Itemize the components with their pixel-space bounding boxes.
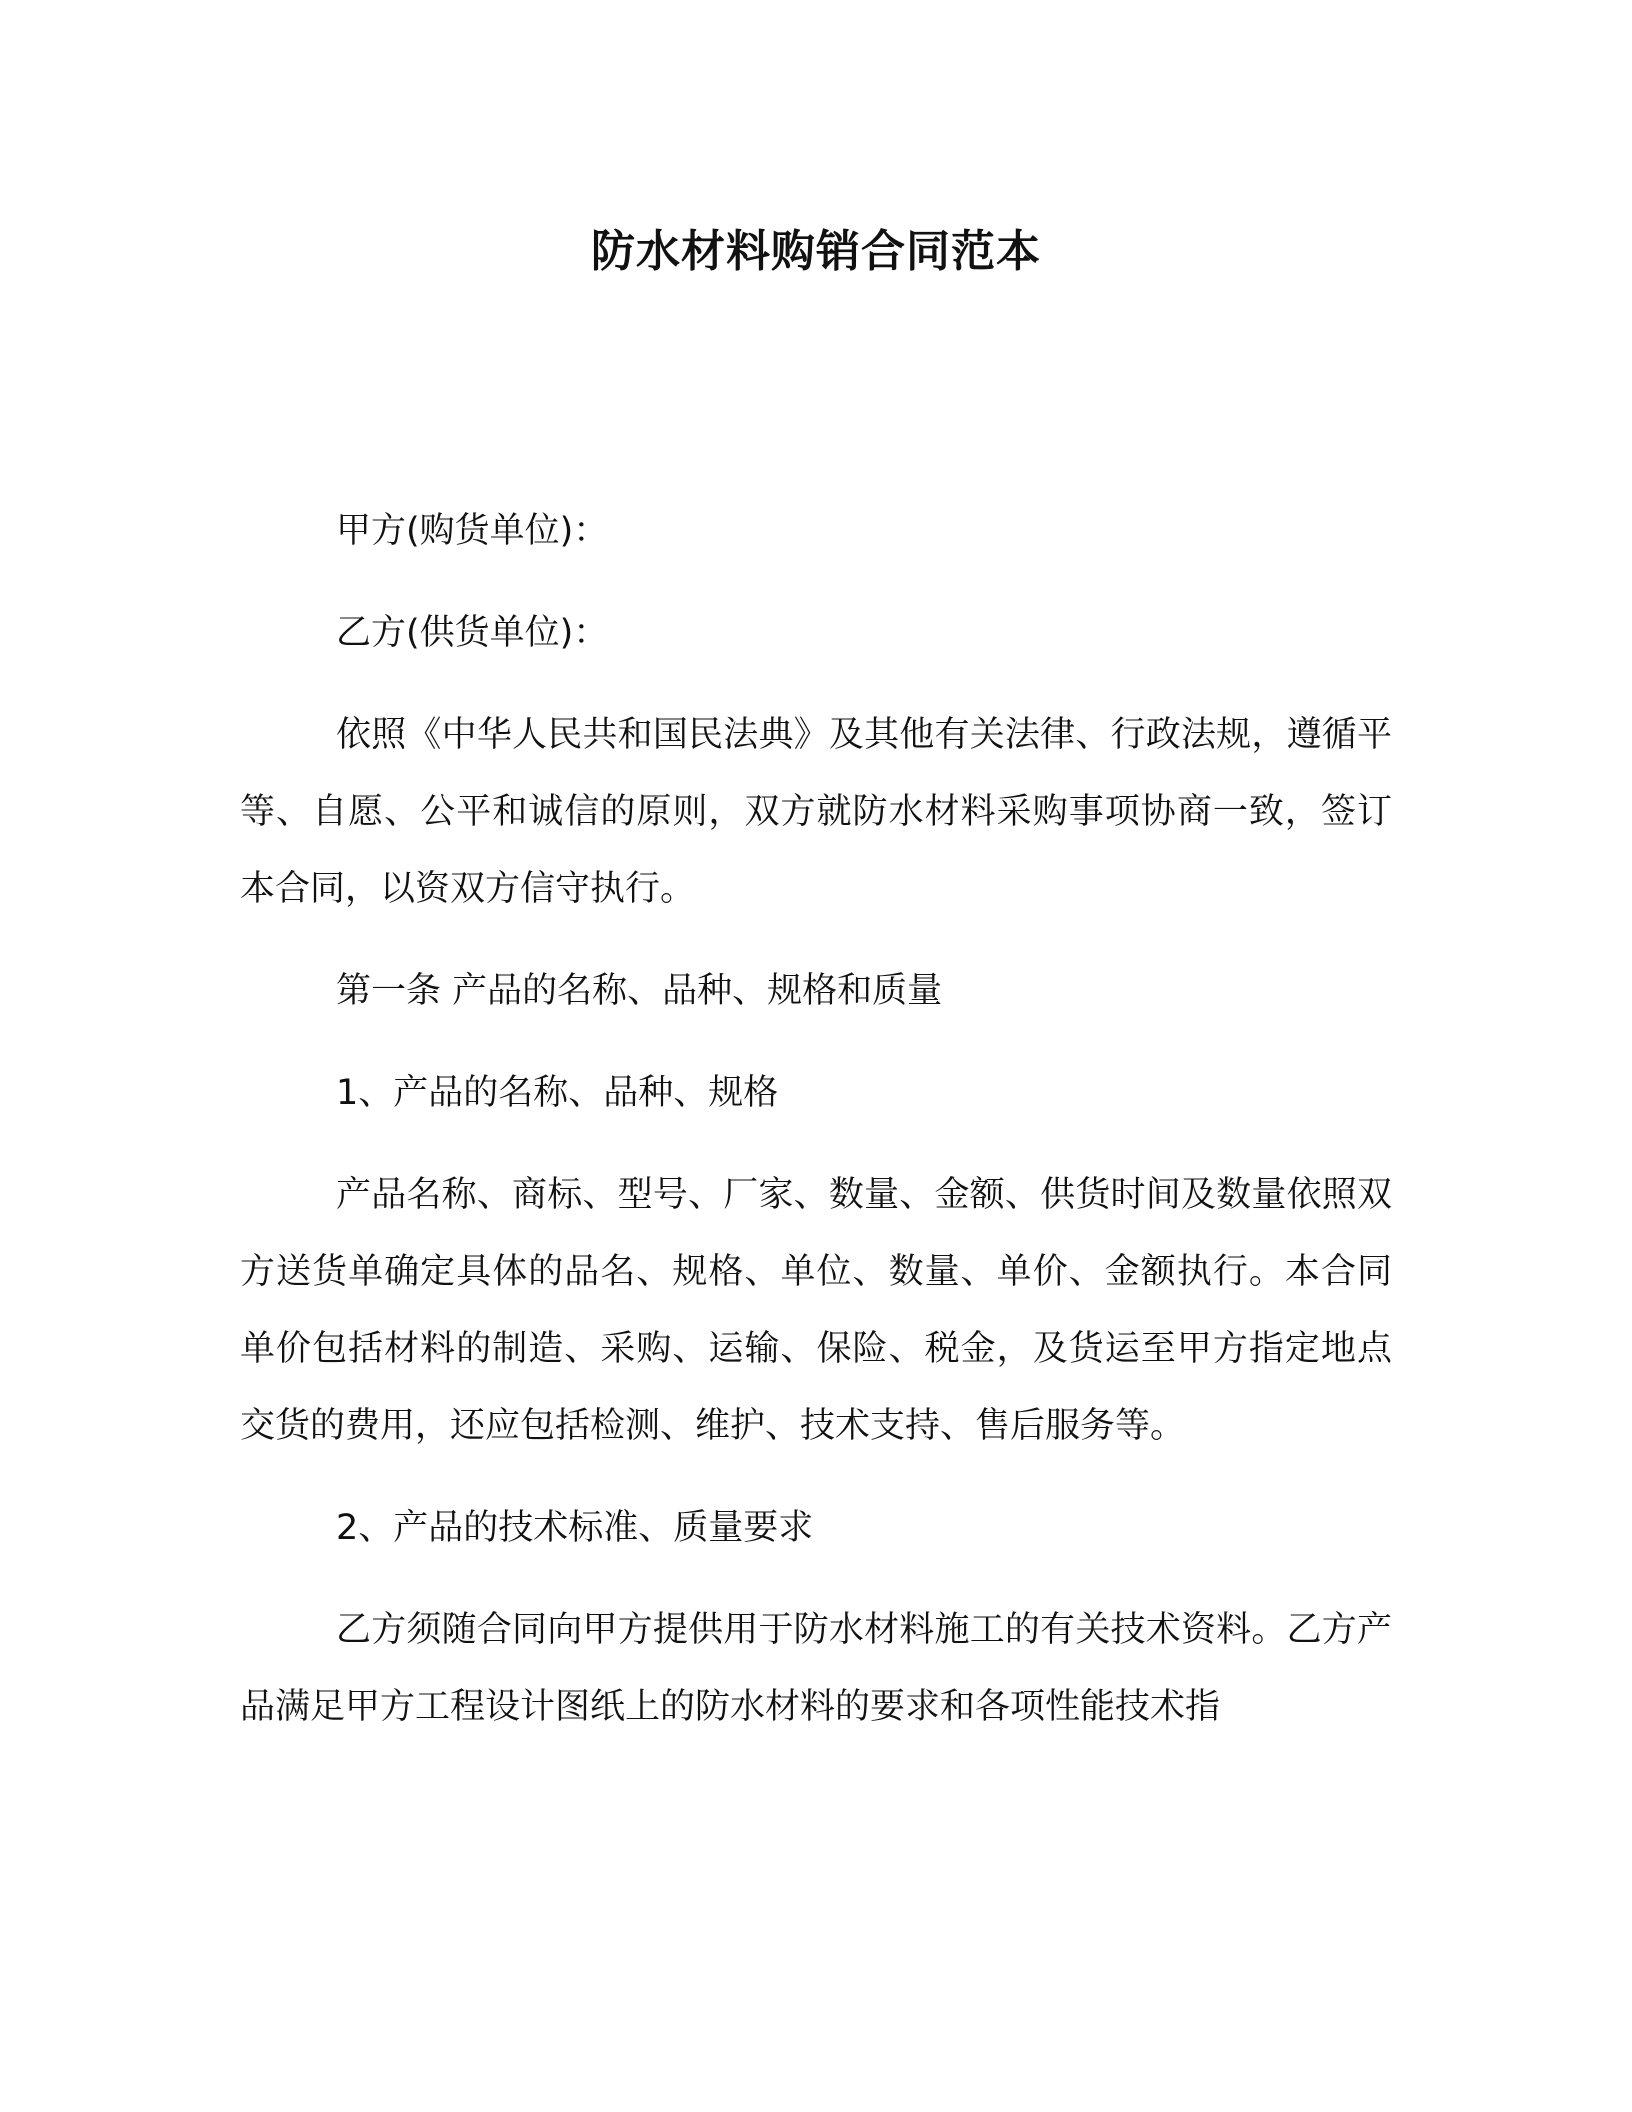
party-a-line: 甲方(购货单位)： — [336, 511, 609, 551]
clause-2-paragraph: 乙方须随合同向甲方提供用于防水材料施工的有关技术资料。乙方产品满足甲方工程设计图纸上的防水材料的要求和各项性能技术指 — [240, 1610, 1392, 1727]
document-body — [240, 493, 1392, 1771]
document-title: 防水材料购销合同范本 — [591, 226, 1041, 277]
clause-2-heading: 2、产品的技术标准、质量要求 — [336, 1508, 814, 1548]
preamble-paragraph: 依照《中华人民共和国民法典》及其他有关法律、行政法规，遵循平等、自愿、公平和诚信的原则，双方就防水材料采购事项协商一致，签订本合同，以资双方信守执行。 — [240, 715, 1392, 909]
clause-1-paragraph: 产品名称、商标、型号、厂家、数量、金额、供货时间及数量依照双方送货单确定具体的品名、规格、单位、数量、单价、金额执行。本合同单价包括材料的制造、采购、运输、保险、税金，及货运至甲方指定地点交货的费用，还应包括检测、维护、技术支持、售后服务等。 — [240, 1175, 1392, 1446]
clause-1-heading: 1、产品的名称、品种、规格 — [336, 1073, 779, 1113]
article-one-heading: 第一条 产品的名称、品种、规格和质量 — [336, 971, 943, 1011]
party-b-line: 乙方(供货单位)： — [336, 613, 609, 653]
